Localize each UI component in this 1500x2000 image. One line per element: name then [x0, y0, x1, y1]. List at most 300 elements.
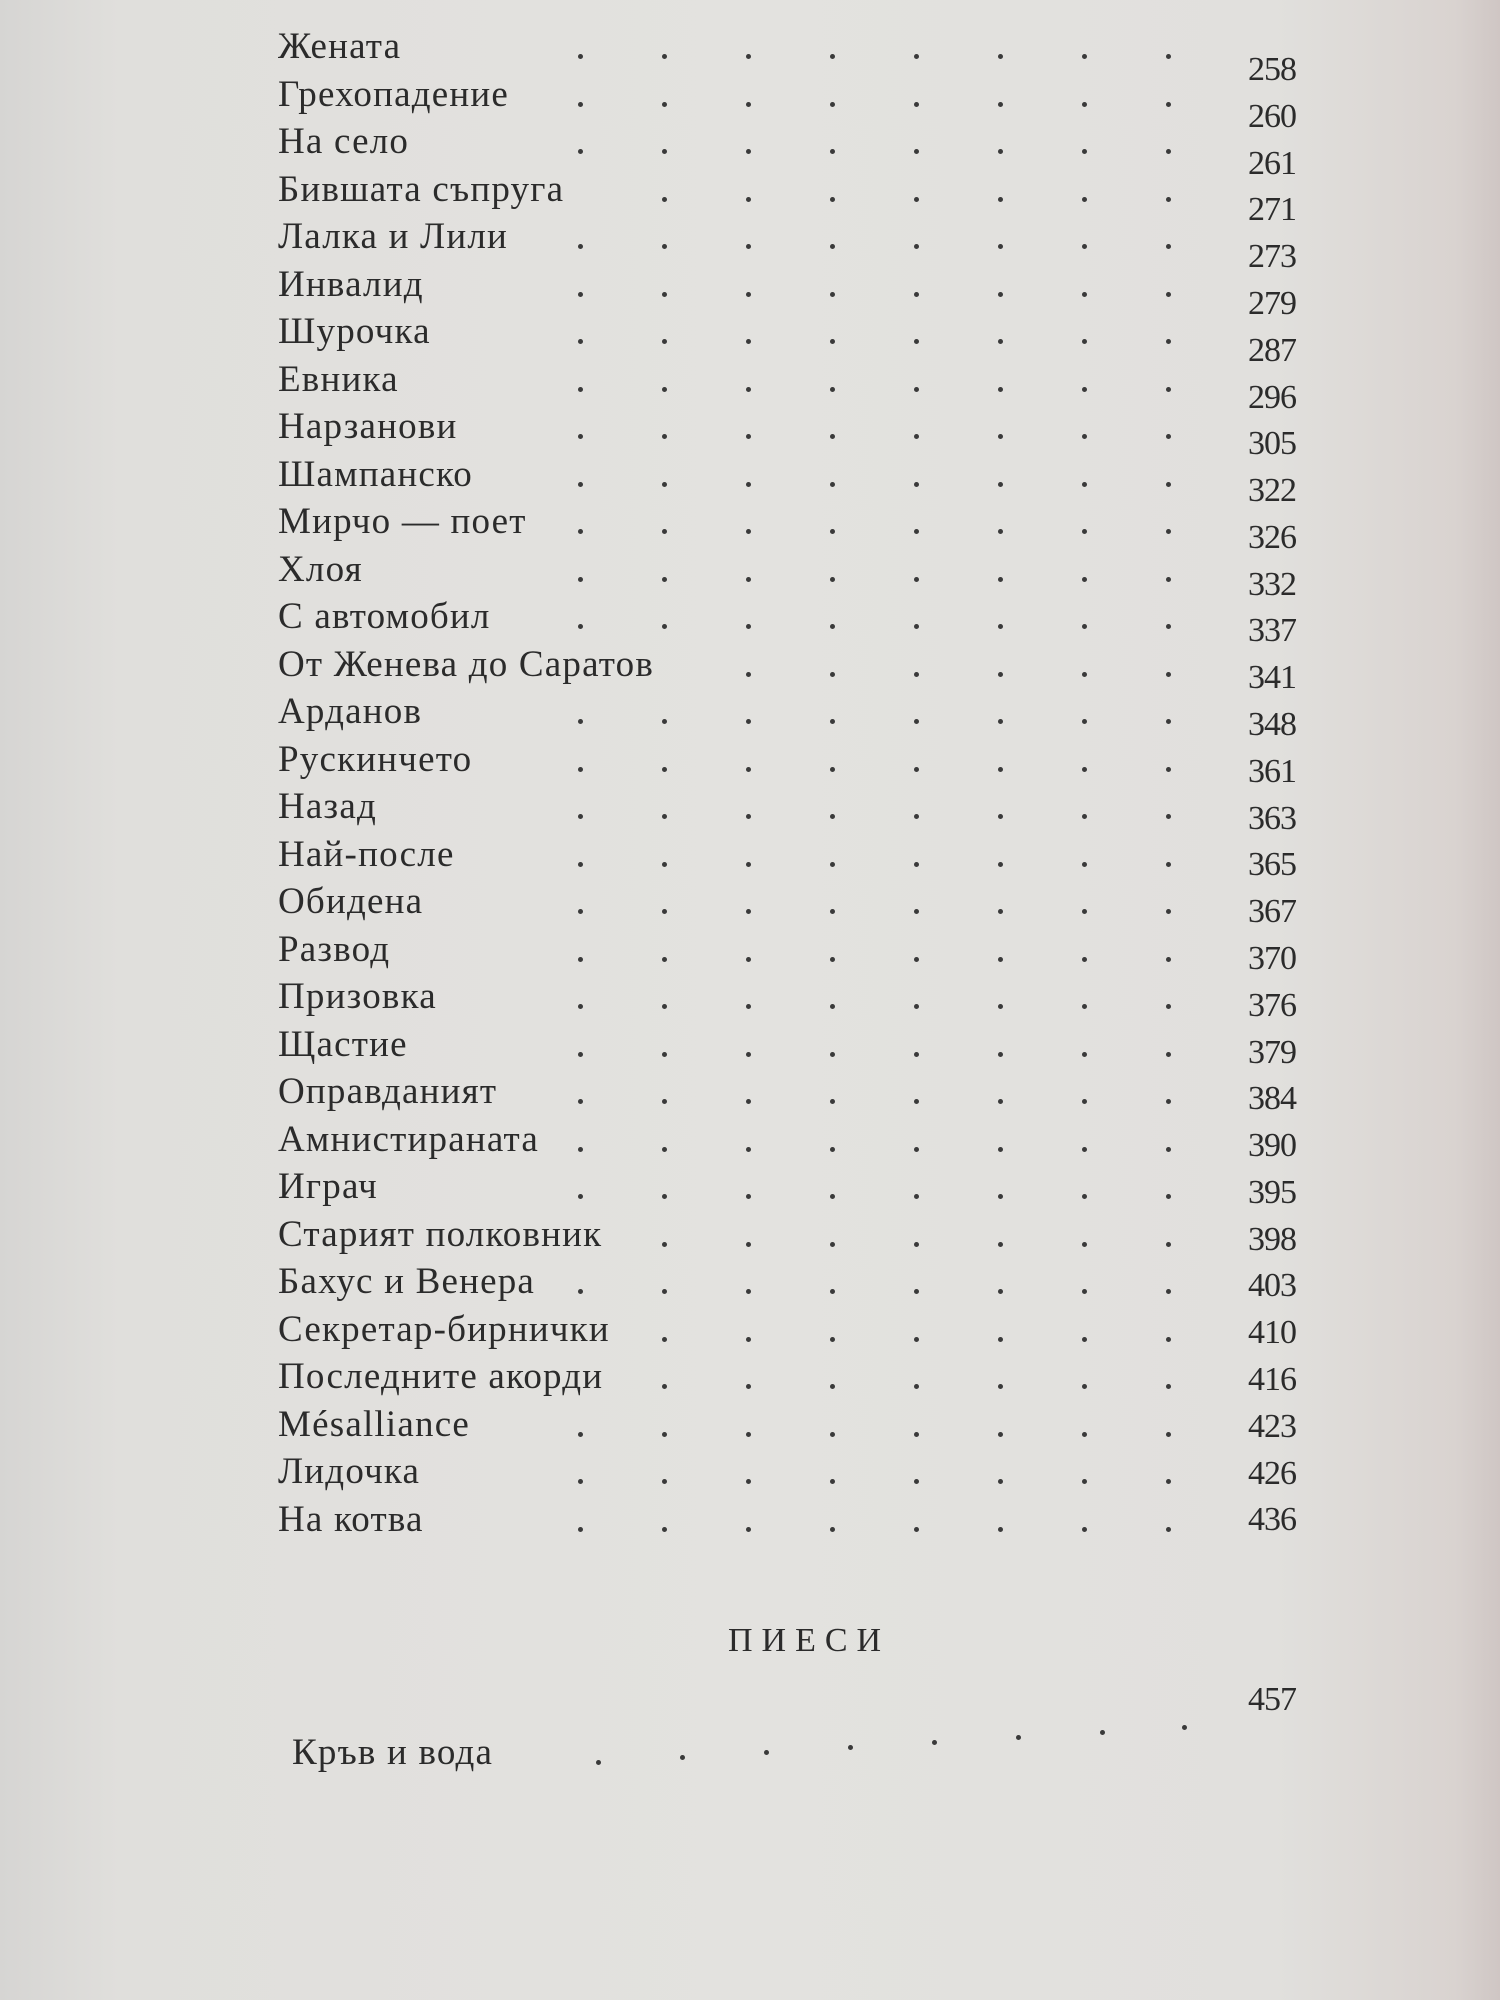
toc-entry-page: 367 — [1248, 893, 1296, 931]
leader-dot — [746, 54, 751, 59]
leader-dot — [1082, 482, 1087, 487]
leader-dot — [662, 1147, 667, 1152]
leader-dot — [578, 624, 583, 629]
toc-entry-title: Грехопадение — [278, 73, 509, 115]
leader-dot — [830, 387, 835, 392]
leader-dot — [578, 1052, 583, 1057]
leader-dot — [578, 909, 583, 914]
leader-dot — [1166, 719, 1171, 724]
leader-dot — [1100, 1730, 1105, 1735]
leader-dot — [914, 1147, 919, 1152]
leader-dot — [662, 1479, 667, 1484]
toc-entry-page: 395 — [1248, 1173, 1296, 1211]
leader-dot — [578, 1479, 583, 1484]
leader-dot — [578, 719, 583, 724]
toc-entry-title: Бахус и Венера — [278, 1261, 536, 1302]
leader-dot — [746, 434, 751, 439]
leader-dot — [662, 1432, 667, 1437]
leader-dot — [914, 1479, 919, 1484]
leader-dot — [578, 292, 583, 297]
toc-entry-title: Старият полковник — [278, 1213, 603, 1255]
leader-dot — [1166, 1479, 1171, 1484]
toc-entry-page: 271 — [1248, 191, 1296, 229]
toc-entry-page: 416 — [1248, 1361, 1296, 1399]
leader-dot — [998, 434, 1003, 439]
leader-dot — [830, 624, 835, 629]
toc-entry-title: Обидена — [278, 881, 424, 922]
leader-dot — [998, 577, 1003, 582]
toc-entry-page: 322 — [1248, 472, 1296, 510]
leader-dot — [746, 197, 751, 202]
toc-entry-title: Секретар-бирнички — [278, 1308, 610, 1350]
leader-dot — [662, 1242, 667, 1247]
toc-entry-title: Назад — [278, 786, 378, 827]
leader-dot — [596, 1760, 601, 1765]
leader-dot — [1166, 1099, 1171, 1104]
leader-dot — [578, 387, 583, 392]
leader-dot — [662, 1289, 667, 1294]
leader-dot — [998, 1432, 1003, 1437]
leader-dot — [998, 54, 1003, 59]
toc-entry-page: 279 — [1248, 284, 1296, 322]
leader-dot — [662, 909, 667, 914]
leader-dot — [578, 529, 583, 534]
leader-dot — [830, 434, 835, 439]
leader-dot — [914, 862, 919, 867]
leader-dot — [662, 292, 667, 297]
leader-dot — [914, 1004, 919, 1009]
toc-entry-page: 370 — [1248, 939, 1296, 977]
leader-dot — [662, 1527, 667, 1532]
leader-dot — [1166, 529, 1171, 534]
leader-dot — [662, 1004, 667, 1009]
toc-entry-page: 426 — [1248, 1454, 1296, 1492]
leader-dot — [746, 1527, 751, 1532]
leader-dot — [998, 909, 1003, 914]
toc-entry-page: 436 — [1248, 1501, 1296, 1539]
leader-dot — [746, 1384, 751, 1389]
leader-dot — [1082, 387, 1087, 392]
leader-dot — [662, 577, 667, 582]
leader-dot — [998, 1527, 1003, 1532]
leader-dot — [914, 482, 919, 487]
leader-dot — [1082, 1052, 1087, 1057]
leader-dot — [662, 719, 667, 724]
leader-dot — [848, 1745, 853, 1750]
leader-dot — [578, 577, 583, 582]
leader-dot — [998, 292, 1003, 297]
leader-dot — [746, 339, 751, 344]
toc-entry-page: 348 — [1248, 706, 1296, 744]
leader-dot — [746, 292, 751, 297]
leader-dot — [830, 54, 835, 59]
leader-dot — [578, 1432, 583, 1437]
leader-dot — [830, 1337, 835, 1342]
leader-dot — [830, 1242, 835, 1247]
leader-dot — [830, 529, 835, 534]
leader-dot — [1166, 672, 1171, 677]
leader-dot — [1082, 197, 1087, 202]
leader-dot — [998, 1289, 1003, 1294]
leader-dot — [746, 814, 751, 819]
leader-dot — [1082, 767, 1087, 772]
leader-dot — [1082, 1242, 1087, 1247]
leader-dot — [662, 387, 667, 392]
leader-dot — [662, 149, 667, 154]
leader-dot — [746, 1147, 751, 1152]
toc-entry-page: 261 — [1248, 144, 1296, 182]
toc-entry-page: 361 — [1248, 752, 1296, 790]
leader-dot — [1082, 1147, 1087, 1152]
leader-dot — [746, 482, 751, 487]
leader-dot — [1166, 1384, 1171, 1389]
leader-dot — [1082, 862, 1087, 867]
leader-dot — [1166, 814, 1171, 819]
leader-dot — [1166, 1052, 1171, 1057]
toc-entry-page: 410 — [1248, 1314, 1296, 1352]
toc-entry-title: Мирчо — поет — [278, 501, 527, 542]
leader-dot — [1082, 909, 1087, 914]
leader-dot — [1082, 434, 1087, 439]
leader-dot — [746, 529, 751, 534]
toc-entry-title: Кръв и вода — [292, 1732, 494, 1773]
leader-dot — [914, 149, 919, 154]
toc-entry-page: 337 — [1248, 612, 1296, 650]
leader-dot — [830, 102, 835, 107]
leader-dot — [662, 244, 667, 249]
leader-dot — [1166, 149, 1171, 154]
leader-dot — [746, 1052, 751, 1057]
leader-dot — [578, 862, 583, 867]
leader-dot — [1082, 1432, 1087, 1437]
leader-dot — [578, 1289, 583, 1294]
leader-dot — [578, 149, 583, 154]
leader-dot — [1166, 1242, 1171, 1247]
leader-dot — [1082, 1527, 1087, 1532]
toc-entry-page: 398 — [1248, 1220, 1296, 1258]
toc-entry-page: 305 — [1248, 425, 1296, 463]
leader-dot — [1082, 1194, 1087, 1199]
leader-dot — [830, 719, 835, 724]
leader-dot — [914, 814, 919, 819]
toc-entry-page: 403 — [1248, 1267, 1296, 1305]
leader-dot — [830, 814, 835, 819]
toc-entry-title: Играч — [278, 1166, 378, 1207]
toc-entry-title: Евника — [278, 358, 399, 400]
leader-dot — [914, 577, 919, 582]
toc-entry-page: 260 — [1248, 97, 1296, 135]
leader-dot — [662, 54, 667, 59]
leader-dot — [830, 1194, 835, 1199]
leader-dot — [578, 102, 583, 107]
leader-dot — [1166, 434, 1171, 439]
leader-dot — [830, 1147, 835, 1152]
toc-entry-title: Инвалид — [278, 263, 424, 305]
leader-dot — [998, 339, 1003, 344]
leader-dot — [1166, 339, 1171, 344]
toc-entry-title: Mésalliance — [278, 1403, 470, 1445]
leader-dot — [578, 244, 583, 249]
leader-dot — [746, 1194, 751, 1199]
leader-dot — [746, 672, 751, 677]
leader-dot — [914, 292, 919, 297]
leader-dot — [914, 1527, 919, 1532]
leader-dot — [662, 1194, 667, 1199]
leader-dot — [830, 149, 835, 154]
leader-dot — [578, 482, 583, 487]
leader-dot — [998, 197, 1003, 202]
toc-entry-title: Призовка — [278, 976, 437, 1017]
leader-dot — [914, 1289, 919, 1294]
leader-dot — [578, 1004, 583, 1009]
leader-dot — [914, 909, 919, 914]
leader-dot — [578, 814, 583, 819]
leader-dot — [746, 719, 751, 724]
leader-dot — [1082, 624, 1087, 629]
toc-entry-page: 390 — [1248, 1127, 1296, 1165]
leader-dot — [1166, 244, 1171, 249]
leader-dot — [998, 387, 1003, 392]
toc-entry-title: Оправданият — [278, 1071, 498, 1112]
leader-dot — [746, 102, 751, 107]
leader-dot — [1166, 1004, 1171, 1009]
leader-dot — [578, 1099, 583, 1104]
leader-dot — [998, 624, 1003, 629]
leader-dot — [830, 862, 835, 867]
leader-dot — [1082, 339, 1087, 344]
toc-entry-page: 296 — [1248, 378, 1296, 416]
leader-dot — [1082, 577, 1087, 582]
toc-entry-title: Амнистираната — [278, 1118, 539, 1160]
leader-dot — [914, 624, 919, 629]
leader-dot — [1166, 1289, 1171, 1294]
leader-dot — [998, 1242, 1003, 1247]
leader-dot — [746, 244, 751, 249]
leader-dot — [746, 1337, 751, 1342]
leader-dot — [746, 624, 751, 629]
leader-dot — [1082, 529, 1087, 534]
leader-dot — [830, 1099, 835, 1104]
leader-dot — [662, 767, 667, 772]
toc-entry-title: На село — [278, 121, 410, 162]
leader-dot — [746, 1099, 751, 1104]
leader-dot — [998, 672, 1003, 677]
leader-dot — [662, 1099, 667, 1104]
leader-dot — [830, 197, 835, 202]
leader-dot — [914, 244, 919, 249]
leader-dot — [998, 1099, 1003, 1104]
leader-dot — [914, 719, 919, 724]
toc-entry-page: 258 — [1248, 51, 1296, 88]
leader-dot — [914, 1432, 919, 1437]
leader-dot — [914, 1337, 919, 1342]
leader-dot — [1166, 102, 1171, 107]
toc-entry-page: 365 — [1248, 846, 1296, 884]
leader-dot — [680, 1755, 685, 1760]
leader-dot — [578, 957, 583, 962]
toc-entry-title: С автомобил — [278, 596, 491, 637]
leader-dot — [1166, 54, 1171, 59]
leader-dot — [746, 862, 751, 867]
leader-dot — [998, 1479, 1003, 1484]
leader-dot — [1082, 1479, 1087, 1484]
leader-dot — [1082, 1384, 1087, 1389]
leader-dot — [1166, 1194, 1171, 1199]
toc-entry-title: От Женева до Саратов — [278, 643, 655, 685]
leader-dot — [1082, 149, 1087, 154]
leader-dot — [1166, 1147, 1171, 1152]
leader-dot — [830, 909, 835, 914]
leader-dot — [1182, 1725, 1187, 1730]
leader-dot — [662, 862, 667, 867]
leader-dot — [1166, 197, 1171, 202]
toc-entry-page: 326 — [1248, 518, 1296, 556]
leader-dot — [914, 54, 919, 59]
leader-dot — [998, 482, 1003, 487]
leader-dot — [746, 1432, 751, 1437]
leader-dot — [746, 957, 751, 962]
leader-dot — [830, 1527, 835, 1532]
leader-dot — [662, 1052, 667, 1057]
toc-entry-page: 287 — [1248, 331, 1296, 369]
leader-dot — [830, 1004, 835, 1009]
toc-entry-title: Последните акорди — [278, 1356, 604, 1397]
leader-dot — [830, 1432, 835, 1437]
leader-dot — [830, 672, 835, 677]
leader-dot — [662, 957, 667, 962]
leader-dot — [662, 197, 667, 202]
toc-entry-title: Рускинчето — [278, 738, 473, 780]
toc-entry-page: 341 — [1248, 659, 1296, 697]
leader-dot — [1166, 1527, 1171, 1532]
leader-dot — [914, 339, 919, 344]
leader-dot — [746, 1479, 751, 1484]
leader-dot — [830, 292, 835, 297]
toc-entry-page: 457 — [1248, 1681, 1296, 1718]
toc-entry-page: 332 — [1248, 565, 1296, 603]
leader-dot — [662, 434, 667, 439]
leader-dot — [830, 482, 835, 487]
leader-dot — [1082, 102, 1087, 107]
leader-dot — [830, 1479, 835, 1484]
leader-dot — [998, 767, 1003, 772]
leader-dot — [1166, 862, 1171, 867]
toc-entry-title: Хлоя — [278, 548, 363, 590]
leader-dot — [998, 102, 1003, 107]
toc-entry-page: 384 — [1248, 1080, 1296, 1118]
leader-dot — [1082, 672, 1087, 677]
leader-dot — [914, 957, 919, 962]
toc-entry-title: Бившата съпруга — [278, 168, 565, 210]
leader-dot — [998, 957, 1003, 962]
toc-entry-title: Лидочка — [278, 1451, 421, 1492]
leader-dot — [998, 1384, 1003, 1389]
leader-dot — [1082, 1004, 1087, 1009]
leader-dot — [914, 767, 919, 772]
toc-entry-title: Лалка и Лили — [278, 216, 509, 257]
toc-entry-page: 379 — [1248, 1033, 1296, 1071]
leader-dot — [998, 244, 1003, 249]
leader-dot — [1082, 244, 1087, 249]
leader-dot — [830, 244, 835, 249]
dot-leader — [0, 1730, 1500, 1776]
leader-dot — [914, 1052, 919, 1057]
leader-dot — [662, 624, 667, 629]
leader-dot — [1166, 767, 1171, 772]
leader-dot — [1166, 909, 1171, 914]
leader-dot — [662, 1384, 667, 1389]
leader-dot — [746, 1004, 751, 1009]
leader-dot — [1166, 624, 1171, 629]
toc-entry-page: 423 — [1248, 1407, 1296, 1445]
toc-entry-title: Щастие — [278, 1023, 408, 1065]
leader-dot — [578, 1194, 583, 1199]
section-heading: ПИЕСИ — [728, 1622, 891, 1659]
leader-dot — [914, 1242, 919, 1247]
leader-dot — [746, 1289, 751, 1294]
toc-entry-title: Шампанско — [278, 453, 474, 495]
toc-entry-page: 363 — [1248, 799, 1296, 837]
leader-dot — [830, 1052, 835, 1057]
leader-dot — [998, 719, 1003, 724]
leader-dot — [998, 1194, 1003, 1199]
leader-dot — [998, 862, 1003, 867]
leader-dot — [998, 1147, 1003, 1152]
leader-dot — [662, 102, 667, 107]
toc-entry-title: Арданов — [278, 691, 423, 732]
leader-dot — [1166, 1337, 1171, 1342]
leader-dot — [764, 1750, 769, 1755]
leader-dot — [746, 149, 751, 154]
leader-dot — [746, 387, 751, 392]
toc-entry-title: Развод — [278, 928, 391, 970]
toc-entry-title: Най-после — [278, 833, 455, 875]
leader-dot — [914, 387, 919, 392]
leader-dot — [1082, 957, 1087, 962]
toc-entry-title: Шурочка — [278, 311, 431, 352]
leader-dot — [1016, 1735, 1021, 1740]
leader-dot — [1082, 54, 1087, 59]
leader-dot — [914, 197, 919, 202]
leader-dot — [1082, 1289, 1087, 1294]
toc-entry — [0, 1730, 1500, 1776]
leader-dot — [746, 1242, 751, 1247]
toc-entry-title: Жената — [278, 26, 402, 67]
leader-dot — [746, 909, 751, 914]
leader-dot — [746, 577, 751, 582]
leader-dot — [830, 957, 835, 962]
leader-dot — [914, 672, 919, 677]
leader-dot — [830, 1289, 835, 1294]
leader-dot — [1166, 957, 1171, 962]
leader-dot — [914, 1384, 919, 1389]
leader-dot — [1166, 1432, 1171, 1437]
leader-dot — [1082, 1099, 1087, 1104]
leader-dot — [662, 482, 667, 487]
leader-dot — [932, 1740, 937, 1745]
leader-dot — [998, 529, 1003, 534]
leader-dot — [998, 814, 1003, 819]
leader-dot — [830, 1384, 835, 1389]
leader-dot — [662, 339, 667, 344]
leader-dot — [578, 434, 583, 439]
leader-dot — [578, 1527, 583, 1532]
toc-entry-title: Нарзанови — [278, 406, 458, 447]
leader-dot — [1082, 814, 1087, 819]
leader-dot — [998, 1337, 1003, 1342]
leader-dot — [662, 1337, 667, 1342]
leader-dot — [830, 577, 835, 582]
